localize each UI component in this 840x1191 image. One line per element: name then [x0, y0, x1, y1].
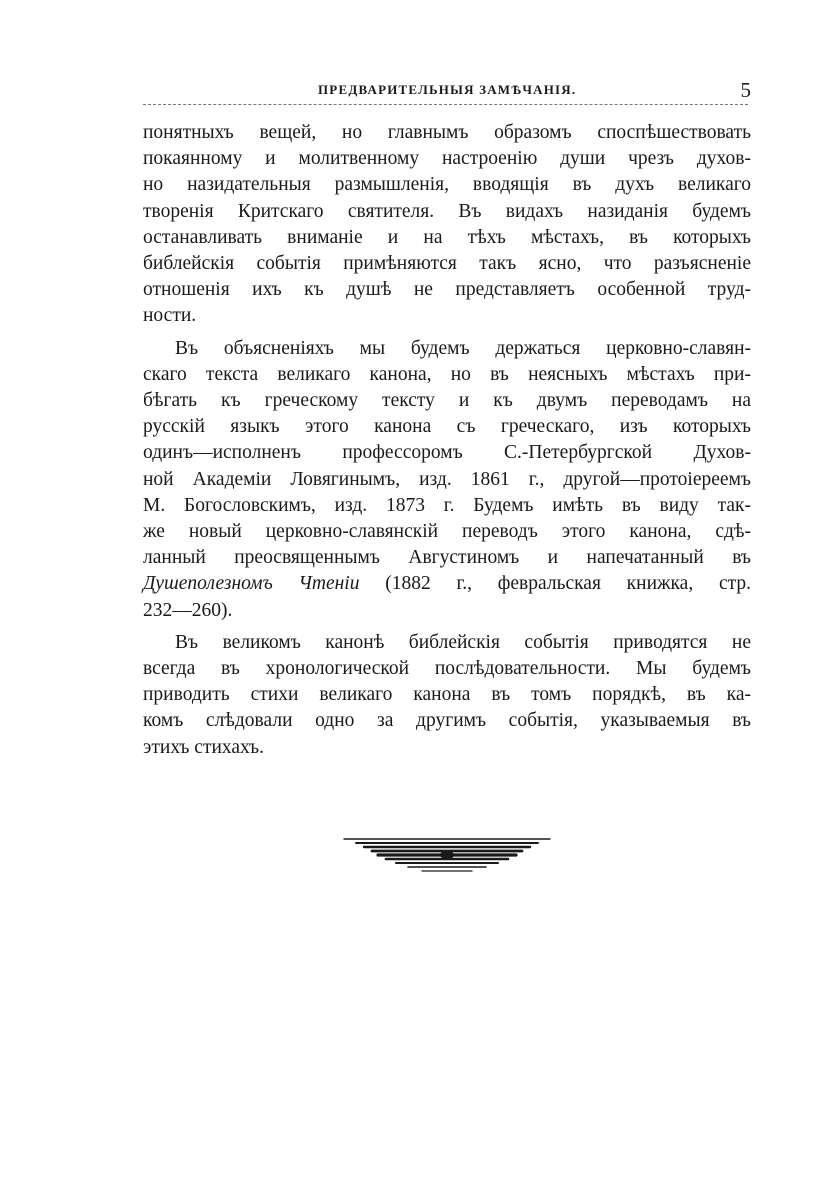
- text-line: 232—260).: [143, 599, 233, 621]
- text-line: этихъ стихахъ.: [143, 736, 265, 758]
- cited-journal-title: Душеполезномъ Чтеніи: [143, 573, 360, 595]
- text-line: ланный преосвященнымъ Августиномъ и напечатанный въ: [143, 547, 751, 569]
- text-line: скаго текста великаго канона, но въ неясныхъ мѣстахъ при-: [143, 363, 751, 385]
- text-line: одинъ—исполненъ профессоромъ С.-Петербургской Духов-: [143, 442, 751, 464]
- tailpiece-ornament: [342, 833, 552, 877]
- text-line: библейскія событія примѣняются такъ ясно, что разъясненіе: [143, 253, 751, 275]
- text-line: останавливать вниманіе и на тѣхъ мѣстахъ, въ которыхъ: [143, 226, 751, 248]
- paragraph-2: [143, 336, 751, 624]
- text-line: Въ великомъ канонѣ библейскія событія приводятся не: [175, 631, 751, 653]
- text-line: творенія Критскаго святителя. Въ видахъ назиданія будемъ: [143, 200, 751, 222]
- text-line: всегда въ хронологической послѣдовательности. Мы будемъ: [143, 658, 751, 680]
- paragraph-3: [143, 630, 751, 761]
- text-line: же новый церковно-славянскій переводъ этого канона, сдѣ-: [143, 521, 751, 543]
- running-header: [143, 78, 751, 104]
- text-line: ной Академіи Ловягинымъ, изд. 1861 г., другой—протоіереемъ: [143, 468, 751, 490]
- text-line: понятныхъ вещей, но главнымъ образомъ споспѣшествовать: [143, 122, 751, 143]
- text-line: ности.: [143, 305, 197, 327]
- text-line: отношенія ихъ къ душѣ не представляетъ особенной труд-: [143, 279, 751, 301]
- text-line: приводить стихи великаго канона въ томъ порядкѣ, въ ка-: [143, 684, 751, 706]
- page-number: 5: [740, 78, 751, 102]
- text-line: но назидательныя размышленія, вводящія въ духъ великаго: [143, 174, 751, 196]
- paragraph-1: [143, 120, 751, 330]
- header-rule: [143, 104, 748, 105]
- text-line: М. Богословскимъ, изд. 1873 г. Будемъ имѣть въ виду так-: [143, 494, 751, 516]
- running-title: ПРЕДВАРИТЕЛЬНЫЯ ЗАМѢЧАНІЯ.: [318, 82, 577, 97]
- text-line-citation: Душеполезномъ Чтеніи (1882 г., февральская книжка, стр.: [143, 573, 751, 595]
- body-text: [143, 120, 751, 761]
- text-line: бѣгать къ греческому тексту и къ двумъ переводамъ на: [143, 390, 751, 412]
- text-line: Въ объясненіяхъ мы будемъ держаться церковно-славян-: [175, 337, 751, 359]
- text-line: русскій языкъ этого канона съ греческаго, изъ которыхъ: [143, 416, 751, 438]
- text-line: покаянному и молитвенному настроенію души чрезъ духов-: [143, 148, 751, 170]
- text-line: комъ слѣдовали одно за другимъ событія, указываемыя въ: [143, 710, 751, 732]
